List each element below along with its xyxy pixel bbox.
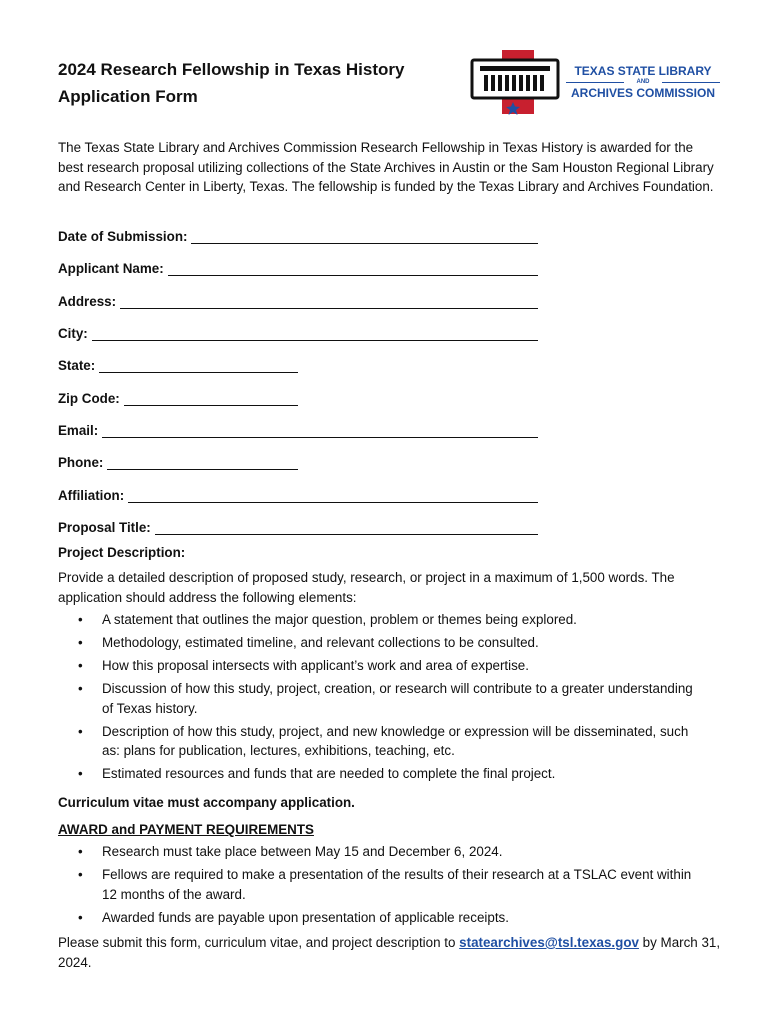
email-field[interactable] [58,418,538,438]
affiliation-label: Affiliation: [58,488,125,503]
list-item: • Description of how this study, project, and new knowledge or expression will be disseminated, such as: plans for publication, lectures, exhibitions, teaching, etc. [58,722,698,761]
phone-field[interactable] [58,450,298,470]
list-item: • Methodology, estimated timeline, and relevant collections to be consulted. [58,633,698,653]
state-label: State: [58,358,96,373]
list-item: • Research must take place between May 15 and December 6, 2024. [58,842,698,862]
title-line-2: Application Form [58,87,198,106]
form-title [58,56,458,110]
date-of-submission-field[interactable] [58,224,538,244]
date-of-submission-line[interactable] [191,229,538,244]
proposal-title-field[interactable] [58,515,538,535]
project-description-text: Provide a detailed description of proposed study, research, or project in a maximum of 1,500 words. The application should address the following elements: [58,570,675,605]
phone-line[interactable] [107,455,298,470]
city-field[interactable] [58,321,538,341]
submission-email-link[interactable]: statearchives@tsl.texas.gov [459,935,639,950]
zip-code-field[interactable] [58,386,298,406]
list-item: • A statement that outlines the major question, problem or themes being explored. [58,610,698,630]
logo-text-and: AND [566,78,720,86]
award-requirements-list [58,842,698,931]
affiliation-field[interactable] [58,483,538,503]
proposal-title-line[interactable] [155,520,538,535]
address-label: Address: [58,294,117,309]
address-line[interactable] [120,294,538,309]
intro-paragraph: The Texas State Library and Archives Commission Research Fellowship in Texas History is awarded for the best research proposal utilizing collections of the State Archives in Austin or the Sam Houston Regional Library and Research Center in Liberty, Texas. The fellowship is funded by the Texas Library and Archives Foundation. [58,140,714,194]
date-of-submission-label: Date of Submission: [58,229,188,244]
state-field[interactable] [58,353,298,373]
logo-text-line-1: TEXAS STATE LIBRARY [574,64,712,78]
tslac-logo [470,50,720,120]
list-item: • How this proposal intersects with applicant’s work and area of expertise. [58,656,698,676]
email-label: Email: [58,423,99,438]
zip-code-line[interactable] [124,391,298,406]
list-item: • Awarded funds are payable upon presentation of applicable receipts. [58,908,698,928]
logo-wordmark [566,64,720,100]
zip-code-label: Zip Code: [58,391,120,406]
city-label: City: [58,326,88,341]
proposal-title-label: Proposal Title: [58,520,151,535]
applicant-name-line[interactable] [168,261,538,276]
logo-text-line-2: ARCHIVES COMMISSION [570,86,715,100]
building-emblem-icon [470,50,566,120]
cv-requirement-note: Curriculum vitae must accompany application. [58,795,355,810]
list-item: • Estimated resources and funds that are needed to complete the final project. [58,764,698,784]
address-field[interactable] [58,289,538,309]
list-item: • Fellows are required to make a presentation of the results of their research at a TSLAC event within 12 months of the award. [58,865,698,904]
project-description-heading: Project Description: [58,545,186,560]
email-line[interactable] [102,423,538,438]
title-line-1: 2024 Research Fellowship in Texas History [58,60,405,79]
submission-instructions [58,933,738,972]
award-requirements-heading: AWARD and PAYMENT REQUIREMENTS [58,822,314,837]
affiliation-line[interactable] [128,488,538,503]
state-line[interactable] [99,358,298,373]
phone-label: Phone: [58,455,104,470]
list-item: • Discussion of how this study, project, creation, or research will contribute to a greater understanding of Texas history. [58,679,698,718]
applicant-name-field[interactable] [58,256,538,276]
submit-text-after: by March 31, 2024. [58,935,721,970]
submit-text-before: Please submit this form, curriculum vitae, and project description to [58,935,460,950]
city-line[interactable] [92,326,538,341]
project-elements-list [58,610,698,788]
applicant-name-label: Applicant Name: [58,261,164,276]
